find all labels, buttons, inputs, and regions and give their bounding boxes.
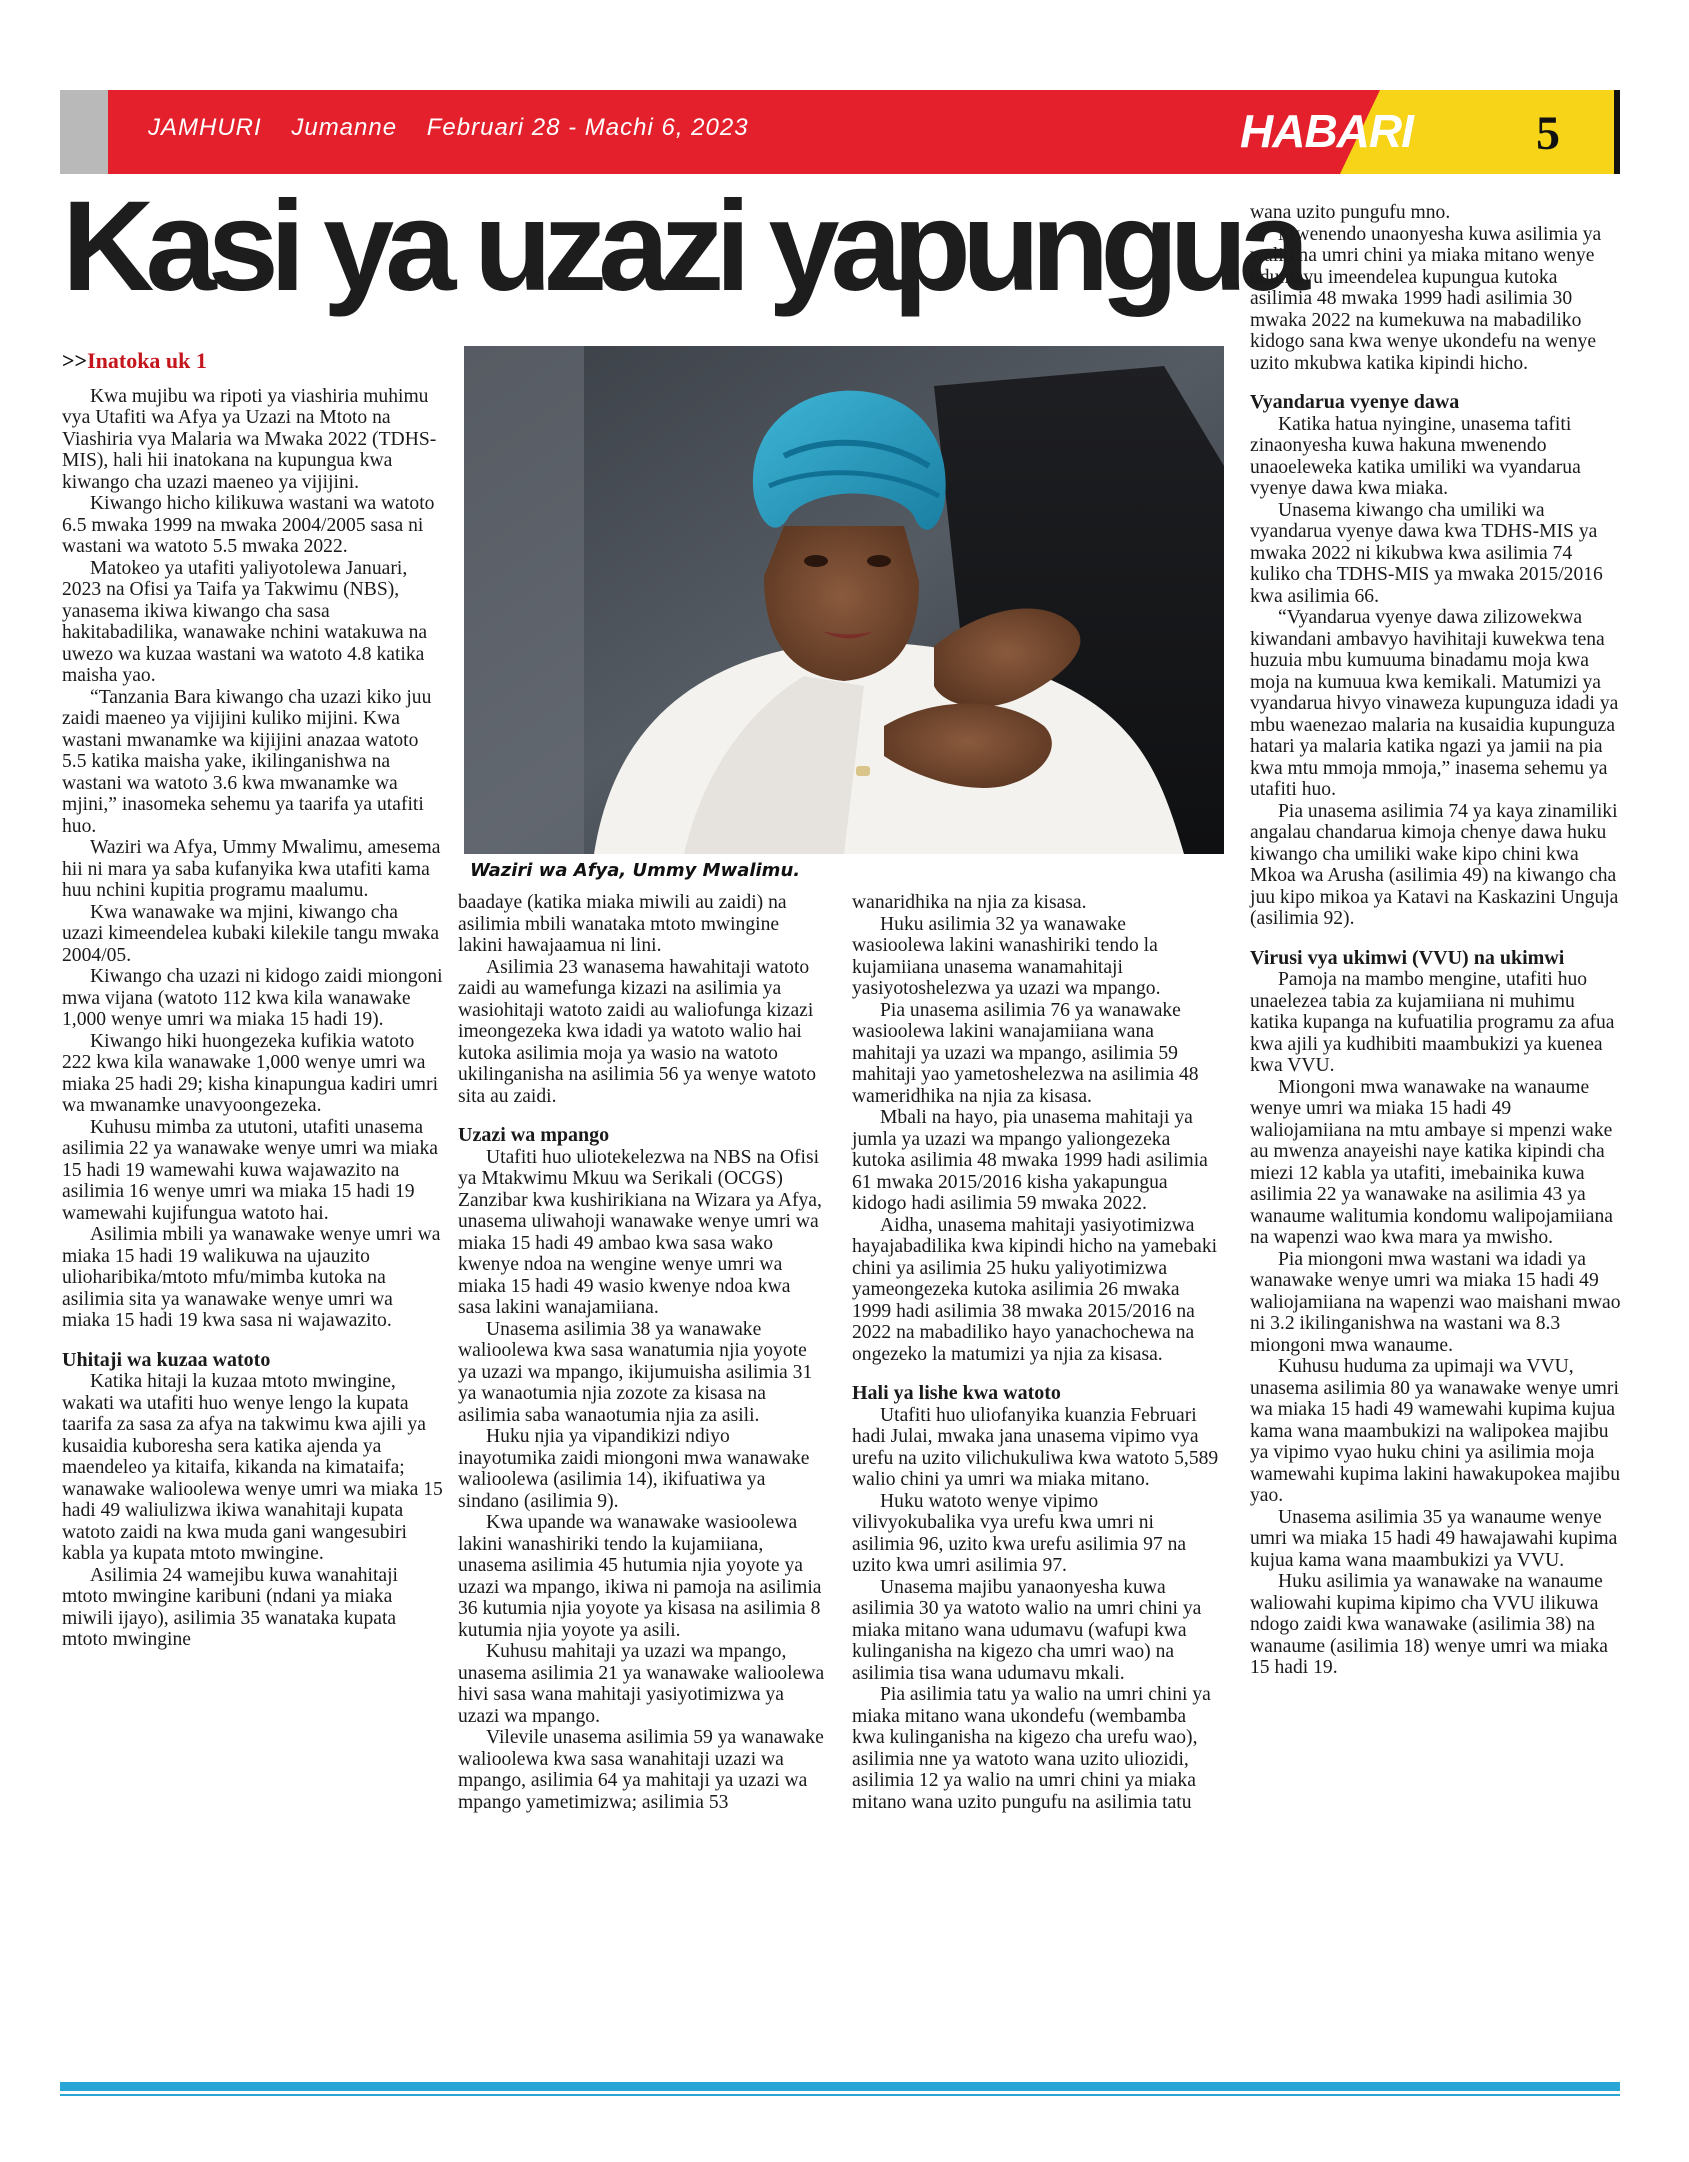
subheading-uhitaji: Uhitaji wa kuzaa watoto	[62, 1348, 271, 1371]
paragraph: Unasema asilimia 35 ya wanaume wenye umri wa miaka 15 hadi 49 hawajawahi kupima kujua kama wana maambukizi ya VVU.	[1250, 1506, 1618, 1571]
paragraph: Huku asilimia 32 ya wanawake wasioolewa lakini wanashiriki tendo la kujamiiana unasema wanamahitaji yasiyotoshelezwa ya uzazi wa mpango.	[852, 913, 1161, 999]
paragraph: “Tanzania Bara kiwango cha uzazi kiko juu zaidi maeneo ya vijijini kuliko mijini. Kwa wastani mwanamke wa kijijini anazaa watoto 5.5 katika maisha yake, ikilinganishwa na wastani wa watoto 3.6 kwa mwanamke wa mjini,” inasomeka sehemu ya taarifa ya utafiti huo.	[62, 686, 432, 837]
paragraph: Huku asilimia ya wanawake na wanaume waliowahi kupima kipimo cha VVU ilikuwa ndogo zaidi kwa wanawake (asilimia 38) na wanaume (asilimia 18) wenye umri wa miaka 15 hadi 19.	[1250, 1571, 1609, 1678]
column-2	[458, 892, 826, 1813]
subheading-uzazi-wa-mpango: Uzazi wa mpango	[458, 1124, 610, 1146]
minister-photo	[464, 346, 1224, 854]
paragraph: wanaridhika na njia za kisasa.	[852, 892, 1087, 913]
paragraph: Asilimia mbili ya wanawake wenye umri wa miaka 15 hadi 19 walikuwa na ujauzito ulioharibika/mtoto mfu/mimba kutoka na asilimia sita ya wanawake wenye umri wa miaka 15 hadi 19 kwa sasa ni wajawazito.	[62, 1224, 441, 1331]
issue-day: Jumanne	[291, 114, 398, 141]
paragraph: Kwa mujibu wa ripoti ya viashiria muhimu vya Utafiti wa Afya ya Uzazi na Mtoto na Viashiria vya Malaria wa Mwaka 2022 (TDHS-MIS), hali hii inatokana na kupungua kwa kiwango cha uzazi maeneo ya vijijini.	[62, 385, 437, 493]
paragraph: Mbali na hayo, pia unasema mahitaji ya jumla ya uzazi wa mpango yaliongezeka kutoka asilimia 48 mwaka 1999 hadi asilimia 61 mwaka 2015/2016 kisha yakapungua kidogo hadi asilimia 59 mwaka 2022.	[852, 1107, 1208, 1214]
paragraph: Kiwango hiki huongezeka kufikia watoto 222 kwa kila wanawake 1,000 wenye umri wa miaka 25 hadi 29; kisha kinapungua kadiri umri wa mwanamke unavyoongezeka.	[62, 1030, 439, 1116]
paragraph: Utafiti huo uliofanyika kuanzia Februari hadi Julai, mwaka jana unasema vipimo vya urefu na uzito vilichukuliwa kwa watoto 5,589 walio chini ya umri wa miaka mitano.	[852, 1404, 1219, 1490]
paragraph: Pamoja na mambo mengine, utafiti huo unaelezea tabia za kujamiiana ni muhimu katika kupanga na kufuatilia programu za afua kwa ajili ya kudhibiti maambukizi ya kuenea kwa VVU.	[1250, 969, 1615, 1076]
paper-name: JAMHURI	[148, 114, 262, 141]
column-3	[852, 892, 1220, 1813]
continued-arrows: >>	[62, 348, 88, 373]
paragraph: Unasema kiwango cha umiliki wa vyandarua vyenye dawa kwa TDHS-MIS ya mwaka 2022 ni kikubwa kwa asilimia 74 kuliko cha TDHS-MIS ya mwaka 2015/2016 kwa asilimia 66.	[1250, 499, 1603, 607]
header-gray-block	[60, 90, 108, 174]
paragraph: Katika hitaji la kuzaa mtoto mwingine, wakati wa utafiti huo wenye lengo la kupata taarifa za sasa za afya na takwimu kwa ajili ya kusaidia kuboresha sera katika ajenda ya maendeleo ya kitaifa, kikanda na kimataifa; wanawake walioolewa wenye umri wa miaka 15 hadi 49 waliulizwa ikiwa wanahitaji kupata watoto zaidi na kwa muda gani wangesubiri kabla ya kupata mtoto mwingine.	[62, 1371, 443, 1564]
footer-rule	[60, 2082, 1620, 2091]
continued-label: Inatoka uk 1	[87, 348, 207, 373]
section-name: HABARI	[1240, 105, 1413, 157]
paragraph: Pia asilimia tatu ya walio na umri chini ya miaka mitano wana ukondefu (wembamba kwa kulinganisha na kigezo cha urefu wao), asilimia nne ya watoto wana uzito uliozidi, asilimia 12 ya walio na umri chini ya miaka mitano wana uzito pungufu na asilimia tatu	[852, 1684, 1211, 1813]
paragraph: Aidha, unasema mahitaji yasiyotimizwa hayajabadilika kwa kipindi hicho na yamebaki chini ya asilimia 25 huku yaliyotimizwa yameongezeka kutoka asilimia 26 mwaka 1999 hadi asilimia 38 mwaka 2015/2016 na 2022 na mabadiliko hayo yanachochewa na ongezeko la matumizi ya njia za kisasa.	[852, 1214, 1218, 1365]
paragraph: Utafiti huo uliotekelezwa na NBS na Ofisi ya Mtakwimu Mkuu wa Serikali (OCGS) Zanzibar kwa kushirikiana na Wizara ya Afya, unasema uliwahoji wanawake wenye umri wa miaka 15 hadi 49 ambao kwa sasa wako kwenye ndoa na wengine wenye umri wa miaka 15 hadi 49 wasio kwenye ndoa kwa sasa lakini wanajamiiana.	[458, 1146, 822, 1318]
subheading-lishe: Hali ya lishe kwa watoto	[852, 1382, 1061, 1404]
issue-dates: Februari 28 - Machi 6, 2023	[426, 114, 749, 141]
continued-from	[62, 350, 444, 372]
column-4	[1250, 202, 1622, 1679]
paragraph: wana uzito pungufu mno.	[1250, 202, 1451, 223]
column-1	[62, 350, 444, 1651]
paragraph: Matokeo ya utafiti yaliyotolewa Januari, 2023 na Ofisi ya Taifa ya Takwimu (NBS), yanasema ikiwa kiwango cha sasa hakitabadilika, wanawake nchini watakuwa na uwezo wa kuzaa wastani wa watoto 4.8 katika maisha yao.	[62, 557, 428, 686]
paragraph: Kiwango hicho kilikuwa wastani wa watoto 6.5 mwaka 1999 na mwaka 2004/2005 sasa ni wastani wa watoto 5.5 mwaka 2022.	[62, 493, 435, 557]
paragraph: Kuhusu mahitaji ya uzazi wa mpango, unasema asilimia 21 ya wanawake walioolewa hivi sasa wana mahitaji yasiyotimizwa ya uzazi wa mpango.	[458, 1641, 825, 1727]
paragraph: Miongoni mwa wanawake na wanaume wenye umri wa miaka 15 hadi 49 waliojamiiana na mtu ambaye si mpenzi wake au mwenza anayeishi naye katika kipindi cha miezi 12 kabla ya utafiti, imebainika kuwa asilimia 22 ya wanawake na asilimia 43 ya wanaume walitumia kondomu walipojamiiana na wapenzi wao kwa mara ya mwisho.	[1250, 1076, 1613, 1248]
paragraph: Unasema majibu yanaonyesha kuwa asilimia 30 ya watoto walio na umri chini ya miaka mitano wana udumavu (wafupi kwa kulinganisha na kigezo cha umri wao) na asilimia tisa wana udumavu mkali.	[852, 1576, 1202, 1684]
subheading-vvu: Virusi vya ukimwi (VVU) na ukimwi	[1250, 946, 1565, 969]
headline: Kasi ya uzazi yapungua	[62, 175, 1301, 318]
paragraph: Asilimia 23 wanasema hawahitaji watoto zaidi au wamefunga kizazi na asilimia ya wasiohitaji watoto zaidi au waliofunga kizazi imeongezeka kwa idadi ya watoto walio hai kutoka asilimia moja ya wasio na watoto ukilinganisha na asilimia 56 ya wenye watoto sita au zaidi.	[458, 956, 817, 1107]
paragraph: Waziri wa Afya, Ummy Mwalimu, amesema hii ni mara ya saba kufanyika kwa utafiti kama huu nchini kupitia programu maalumu.	[62, 837, 441, 901]
paragraph: Mwenendo unaonyesha kuwa asilimia ya walio na umri chini ya miaka mitano wenye udumavu imeendelea kupungua kutoka asilimia 48 mwaka 1999 hadi asilimia 30 mwaka 2022 na kumekuwa na mabadiliko kidogo sana kwa wenye ukondefu na wenye uzito mkubwa katika kipindi hicho.	[1250, 223, 1602, 374]
header-right-rule	[1614, 90, 1620, 174]
footer-rule-thin	[60, 2094, 1620, 2096]
paragraph: Kuhusu huduma za upimaji wa VVU, unasema asilimia 80 ya wanawake wenye umri wa miaka 15 hadi 49 wamewahi kupima kujua kama wana maambukizi na walipokea majibu ya vipimo vyao huku chini ya asilimia moja wamewahi kupima lakini hawakupokea majibu yao.	[1250, 1356, 1620, 1506]
paragraph: Huku watoto wenye vipimo vilivyokubalika vya urefu kwa umri ni asilimia 96, uzito kwa urefu asilimia 97 na uzito kwa umri asilimia 97.	[852, 1490, 1187, 1576]
paragraph: Pia miongoni mwa wastani wa idadi ya wanawake wenye umri wa miaka 15 hadi 49 waliojamiiana na wapenzi wao maishani mwao ni 3.2 ikilinganishwa na wastani wa 8.3 miongoni mwa wanaume.	[1250, 1248, 1621, 1356]
paragraph: Katika hatua nyingine, unasema tafiti zinaonyesha kuwa hakuna mwenendo unaoeleweka katika umiliki wa vyandarua vyenye dawa kwa miaka.	[1250, 413, 1581, 499]
photo-caption: Waziri wa Afya, Ummy Mwalimu.	[470, 860, 801, 881]
paragraph: Kwa wanawake wa mjini, kiwango cha uzazi kimeendelea kubaki kilekile tangu mwaka 2004/05.	[62, 901, 440, 966]
paragraph: Kiwango cha uzazi ni kidogo zaidi miongoni mwa vijana (watoto 112 kwa kila wanawake 1,000 wenye umri wa miaka 15 hadi 19).	[62, 966, 443, 1030]
paragraph: Pia unasema asilimia 74 ya kaya zinamiliki angalau chandarua kimoja chenye dawa huku kiwango cha umiliki wake kipo chini kwa Mkoa wa Arusha (asilimia 49) na kiwango cha juu kipo mikoa ya Katavi na Kaskazini Unguja (asilimia 92).	[1250, 800, 1619, 929]
subheading-vyandarua: Vyandarua vyenye dawa	[1250, 391, 1460, 413]
paragraph: Kwa upande wa wanawake wasioolewa lakini wanashiriki tendo la kujamiiana, unasema asilimia 45 hutumia njia yoyote ya uzazi wa mpango, ikiwa ni pamoja na asilimia 36 kutumia njia yoyote ya kisasa na asilimia 8 kutumia njia yoyote ya asili.	[458, 1512, 822, 1641]
paragraph: Pia unasema asilimia 76 ya wanawake wasioolewa lakini wanajamiiana wana mahitaji ya uzazi wa mpango, asilimia 59 mahitaji yao yametoshelezwa na asilimia 48 wameridhika na njia za kisasa.	[852, 999, 1199, 1107]
page-number: 5	[1536, 107, 1560, 160]
paragraph: “Vyandarua vyenye dawa zilizowekwa kiwandani ambavyo havihitaji kuwekwa tena huzuia mbu kumuuma binadamu moja kwa moja na kumuua kwa kemikali. Matumizi ya vyandarua hivyo vinaweza kupunguza idadi ya mbu waenezao malaria na kusaidia kupunguza hatari ya malaria katika ngazi ya jamii na pia kwa mtu mmoja mmoja,” inasema sehemu ya utafiti huo.	[1250, 607, 1619, 800]
photo-illustration	[464, 346, 1224, 854]
paragraph: baadaye (katika miaka miwili au zaidi) na asilimia mbili wanataka mtoto mwingine lakini hawajaamua ni lini.	[458, 892, 787, 956]
paragraph: Huku njia ya vipandikizi ndiyo inayotumika zaidi miongoni mwa wanawake walioolewa (asilimia 14), ikifuatiwa ya sindano (asilimia 9).	[458, 1426, 810, 1512]
paragraph: Asilimia 24 wamejibu kuwa wanahitaji mtoto mwingine karibuni (ndani ya miaka miwili ijayo), asilimia 35 wanataka kupata mtoto mwingine	[62, 1564, 398, 1650]
paragraph: Unasema asilimia 38 ya wanawake walioolewa kwa sasa wanatumia njia yoyote ya uzazi wa mpango, ikijumuisha asilimia 31 ya wanaotumia njia zozote za kisasa na asilimia saba wanaotumia njia za asili.	[458, 1318, 813, 1426]
masthead	[148, 114, 771, 142]
paragraph: Vilevile unasema asilimia 59 ya wanawake walioolewa kwa sasa wanahitaji uzazi wa mpango, asilimia 64 ya mahitaji ya uzazi wa mpango yametimizwa; asilimia 53	[458, 1727, 824, 1813]
paragraph: Kuhusu mimba za ututoni, utafiti unasema asilimia 22 ya wanawake wenye umri wa miaka 15 hadi 19 wamewahi kuwa wajawazito na asilimia 16 wenye umri wa miaka 15 hadi 19 wamewahi kujifungua watoto hai.	[62, 1116, 438, 1224]
page-header	[60, 90, 1620, 174]
